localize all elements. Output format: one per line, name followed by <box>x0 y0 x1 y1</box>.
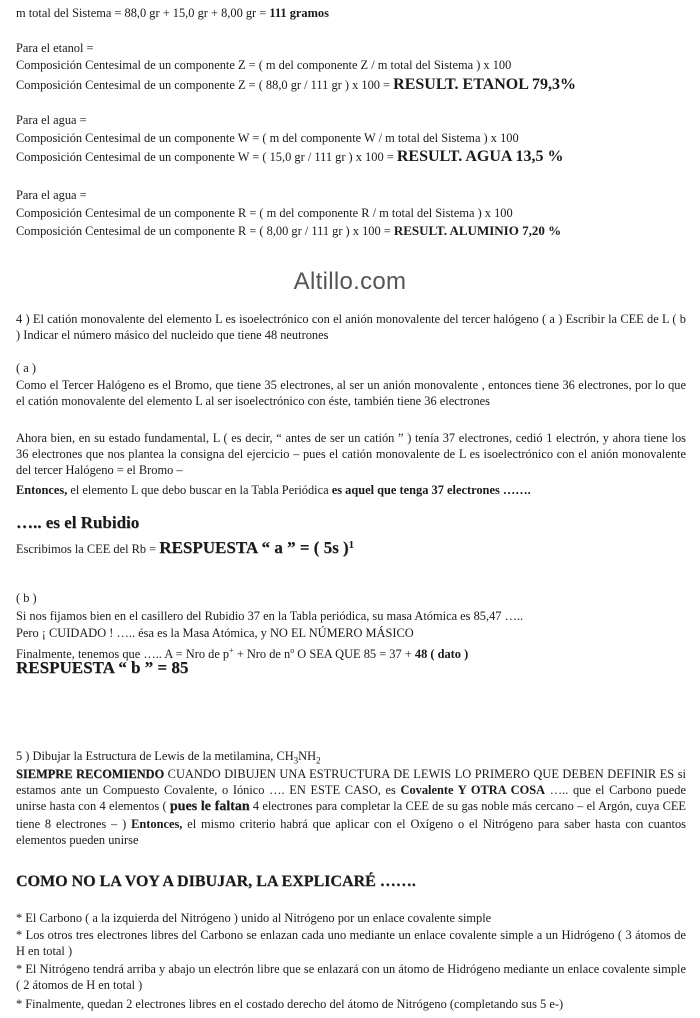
aluminio-formula: Composición Centesimal de un componente R = ( m del componente R / m total del Sistema ) x 100 <box>16 206 513 220</box>
total-mass-prefix: m total del Sistema = 88,0 gr + 15,0 gr + 8,00 gr = <box>16 6 267 20</box>
aluminio-calc: Composición Centesimal de un componente R = ( 8,00 gr / 111 gr ) x 100 = <box>16 224 391 238</box>
q4-b-line-1: Si nos fijamos bien en el casillero del Rubidio 37 en la Tabla periódica, su masa Atómica es 85,47 ….. <box>16 609 524 623</box>
agua-heading: Para el agua = <box>16 113 87 127</box>
watermark: Altillo.com <box>293 268 407 295</box>
cee-exponent: 1 <box>348 539 355 551</box>
q5-text-2: ….. que el Carbono puede unirse hasta con 4 elementos ( <box>16 783 686 814</box>
q4-b-sup-plus: + <box>229 646 234 655</box>
q4-b-line-2: Pero ¡ CUIDADO ! ….. ésa es la Masa Atómica, y NO EL NÚMERO MÁSICO <box>16 626 414 640</box>
q4-b-formula-a: Finalmente, tenemos que ….. A = Nro de p <box>16 647 230 662</box>
q4-b-formula-c: O SEA QUE 85 = 37 + <box>294 647 415 662</box>
q4-a-label: ( a ) <box>16 361 36 375</box>
q5-statement-a: 5 ) Dibujar la Estructura de Lewis de la metilamina, CH <box>16 749 294 763</box>
q4-b-label: ( b ) <box>16 591 37 605</box>
q4-entonces: Entonces, <box>16 483 68 497</box>
q5-text-3: 4 electrones para completar la CEE de su gas noble más cercano – el Argón, cuya CEE tiene 8 electrones – ) <box>16 799 686 831</box>
q5-bold-2: Covalente Y OTRA COSA <box>400 783 546 798</box>
aluminio-heading: Para el agua = <box>16 188 87 202</box>
q4-b-sup-o: o <box>290 646 295 655</box>
q4-a-es: es <box>331 483 343 497</box>
q5-statement-b: NH <box>298 749 317 763</box>
q5-heading: COMO NO LA VOY A DIBUJAR, LA EXPLICARÉ ……. <box>16 873 416 890</box>
q5-bullet-2: * Los otros tres electrones libres del Carbono se enlazan cada uno mediante un enlace covalente simple a un Hidrógeno ( 3 átomos de H en total ) <box>16 928 686 959</box>
aluminio-result: RESULT. ALUMINIO 7,20 % <box>393 223 562 238</box>
total-mass-value: 111 gramos <box>269 6 329 20</box>
total-mass-line <box>16 6 329 21</box>
cee-prefix: Escribimos la CEE del Rb = <box>16 542 157 557</box>
agua-result: RESULT. AGUA 13,5 % <box>396 148 564 165</box>
q5-bullet-4: * Finalmente, quedan 2 electrones libres en el costado derecho del átomo de Nitrógeno (completando sus 5 e-) <box>16 997 564 1011</box>
agua-calc: Composición Centesimal de un componente W = ( 15,0 gr / 111 gr ) x 100 = <box>16 150 394 164</box>
q5-bold-4: Entonces, <box>131 816 183 831</box>
q4-a-paragraph-1: Como el Tercer Halógeno es el Bromo, que tiene 35 electrones, al ser un anión monovalente , entonces tiene 36 electrones, por lo que el catión monovalente del elemento L al ser isoelectrónico con éste, también tiene 36 electrones <box>16 378 686 409</box>
etanol-result: RESULT. ETANOL 79,3% <box>393 76 577 93</box>
cee-line <box>16 538 354 557</box>
q5-text-1: CUANDO DIBUJEN UNA ESTRUCTURA DE LEWIS LO PRIMERO QUE DEBEN DEFINIR ES si estamos ante un Compuesto Covalente, o Iónico …. EN ESTE CASO, es <box>16 767 686 798</box>
etanol-heading: Para el etanol = <box>16 41 94 55</box>
q5-bullet-3: * El Nitrógeno tendrá arriba y abajo un electrón libre que se enlazará con un átomo de Hidrógeno mediante un enlace covalente simple ( 2 átomos de H en total ) <box>16 962 686 993</box>
cee-result: RESPUESTA “ a ” = ( 5s ) <box>159 538 349 558</box>
q4-statement: 4 ) El catión monovalente del elemento L es isoelectrónico con el anión monovalente del tercer halógeno ( a ) Escribir la CEE de L ( b ) Indicar el número másico del nucleido que tiene 48 neutrones <box>16 312 686 343</box>
q5-sub-2: 2 <box>316 755 321 766</box>
agua-formula: Composición Centesimal de un componente W = ( m del componente W / m total del Sistema ) x 100 <box>16 131 519 145</box>
aluminio-calc-line <box>16 223 561 239</box>
q4-a-text-1: el elemento L que debo buscar en la Tabla Periódica <box>67 483 332 497</box>
q5-bold-1: SIEMPRE RECOMIENDO <box>16 767 165 781</box>
etanol-formula: Composición Centesimal de un componente Z = ( m del componente Z / m total del Sistema ) x 100 <box>16 58 512 72</box>
q4-b-formula-b: + Nro de n <box>233 647 291 662</box>
q4-a-highlight: aquel que tenga 37 electrones ……. <box>342 483 531 497</box>
q4-a-paragraph-3 <box>16 483 531 498</box>
q5-sub-3: 3 <box>293 755 299 766</box>
etanol-calc-line <box>16 77 576 93</box>
etanol-calc: Composición Centesimal de un componente Z = ( 88,0 gr / 111 gr ) x 100 = <box>16 78 391 92</box>
q5-bullet-1: * El Carbono ( a la izquierda del Nitrógeno ) unido al Nitrógeno por un enlace covalente simple <box>16 911 492 925</box>
q4-b-dato: 48 ( dato ) <box>414 647 469 662</box>
agua-calc-line <box>16 149 564 165</box>
rubidio-line: ….. es el Rubidio <box>16 513 140 532</box>
q4-b-result: RESPUESTA “ b ” = 85 <box>16 658 189 677</box>
q4-a-paragraph-2: Ahora bien, en su estado fundamental, L ( es decir, “ antes de ser un catión ” ) tenía 37 electrones, cedió 1 electrón, y ahora tiene los 36 electrones que nos plantea la consigna del ejercicio – pues el catión monovalente de L es isoelectrónico con el anión monovalente del tercer Halógeno = el Bromo – <box>16 431 686 478</box>
q5-paragraph <box>16 766 686 848</box>
q5-bold-3: pues le faltan <box>169 799 250 815</box>
q5-text-4: el mismo criterio habrá que aplicar con el Oxígeno o el Nitrógeno para saber hasta con cuantos elementos pueden unirse <box>16 816 686 847</box>
